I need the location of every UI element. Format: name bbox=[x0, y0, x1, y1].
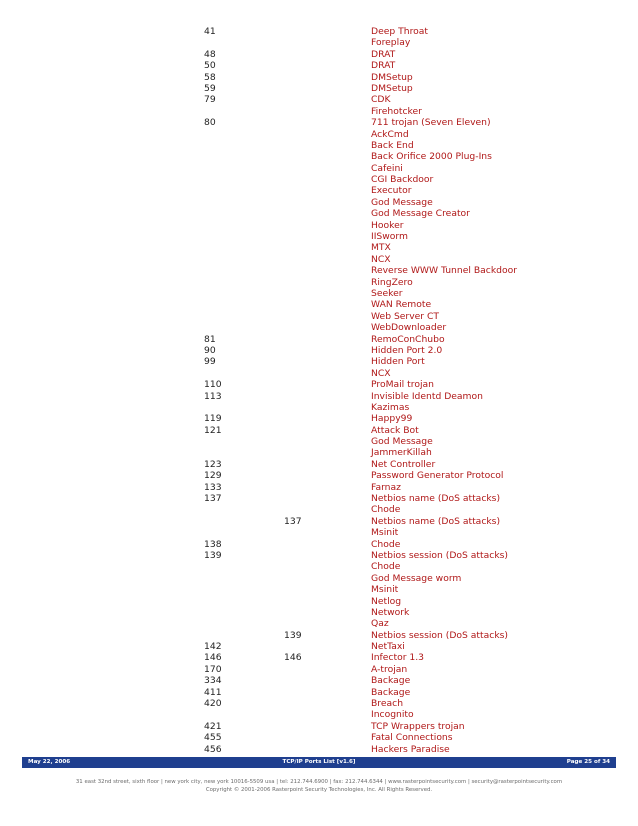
table-row bbox=[0, 174, 638, 185]
trojan-name: ProMail trojan bbox=[371, 379, 434, 391]
port-number: 50 bbox=[204, 60, 216, 72]
port-number: 170 bbox=[204, 663, 222, 675]
trojan-name: JammerKillah bbox=[371, 447, 432, 459]
trojan-name: Backage bbox=[371, 675, 411, 687]
port-number: 90 bbox=[204, 344, 216, 356]
table-row bbox=[0, 470, 638, 481]
trojan-name: Firehotcker bbox=[371, 105, 422, 117]
trojan-name: Executor bbox=[371, 185, 412, 197]
trojan-name: Qaz bbox=[371, 618, 389, 630]
port-number: 420 bbox=[204, 698, 222, 710]
table-row bbox=[0, 391, 638, 402]
footer-title: TCP/IP Ports List [v1.6] bbox=[282, 759, 356, 765]
footer-address: 31 east 32nd street, sixth floor | new york city, new york 10016-5509 usa | tel: 212.744.6900 | fax: 212.744.6344 | www.rasterpointsecurity.com | security@rasterpointsecurity.com bbox=[75, 779, 563, 785]
table-row bbox=[0, 60, 638, 71]
table-row bbox=[0, 117, 638, 128]
trojan-name: Farnaz bbox=[371, 481, 401, 493]
port-number: 146 bbox=[204, 652, 222, 664]
table-row bbox=[0, 254, 638, 265]
footer-copyright: Copyright © 2001-2006 Rasterpoint Security Technologies, Inc. All Rights Reserved. bbox=[205, 787, 433, 793]
table-row bbox=[0, 550, 638, 561]
trojan-name: DRAT bbox=[371, 60, 396, 72]
trojan-name: MTX bbox=[371, 242, 391, 254]
table-row bbox=[0, 687, 638, 698]
table-row bbox=[0, 379, 638, 390]
trojan-name: Reverse WWW Tunnel Backdoor bbox=[371, 265, 517, 277]
trojan-name: Cafeini bbox=[371, 162, 403, 174]
trojan-name: Web Server CT bbox=[371, 310, 440, 322]
table-row bbox=[0, 425, 638, 436]
trojan-name: Password Generator Protocol bbox=[371, 470, 504, 482]
table-row bbox=[0, 607, 638, 618]
trojan-name: Happy99 bbox=[371, 413, 413, 425]
table-row bbox=[0, 72, 638, 83]
table-row bbox=[0, 208, 638, 219]
table-row bbox=[0, 596, 638, 607]
table-row bbox=[0, 539, 638, 550]
footer-bar bbox=[22, 757, 616, 768]
trojan-name: Netbios session (DoS attacks) bbox=[371, 549, 509, 561]
table-row bbox=[0, 220, 638, 231]
table-row bbox=[0, 185, 638, 196]
table-row bbox=[0, 744, 638, 755]
port-number: 411 bbox=[204, 686, 222, 698]
table-row bbox=[0, 94, 638, 105]
trojan-name: Chode bbox=[371, 561, 401, 573]
table-row bbox=[0, 698, 638, 709]
table-row bbox=[0, 334, 638, 345]
table-row bbox=[0, 345, 638, 356]
table-row bbox=[0, 231, 638, 242]
trojan-name: Chode bbox=[371, 538, 401, 550]
table-row bbox=[0, 299, 638, 310]
port-number: 48 bbox=[204, 48, 216, 60]
table-row bbox=[0, 311, 638, 322]
port-number: 142 bbox=[204, 641, 222, 653]
table-row bbox=[0, 413, 638, 424]
trojan-name: A-trojan bbox=[371, 663, 408, 675]
table-row bbox=[0, 37, 638, 48]
port-number: 334 bbox=[204, 675, 222, 687]
trojan-name: Backage bbox=[371, 686, 411, 698]
table-row bbox=[0, 151, 638, 162]
table-row bbox=[0, 504, 638, 515]
trojan-name: God Message bbox=[371, 436, 433, 448]
trojan-name: Invisible Identd Deamon bbox=[371, 390, 483, 402]
table-row bbox=[0, 561, 638, 572]
table-row bbox=[0, 447, 638, 458]
table-row bbox=[0, 140, 638, 151]
port-number: 113 bbox=[204, 390, 222, 402]
trojan-name: God Message worm bbox=[371, 572, 462, 584]
udp-port-number: 139 bbox=[284, 629, 302, 641]
trojan-name: Deep Throat bbox=[371, 26, 428, 37]
port-number: 80 bbox=[204, 117, 216, 129]
trojan-name: Netlog bbox=[371, 595, 402, 607]
trojan-name: Infector 1.3 bbox=[371, 652, 425, 664]
table-row bbox=[0, 630, 638, 641]
trojan-name: WAN Remote bbox=[371, 299, 432, 311]
port-number: 81 bbox=[204, 333, 216, 345]
table-row bbox=[0, 26, 638, 37]
trojan-name: AckCmd bbox=[371, 128, 409, 140]
trojan-name: Msinit bbox=[371, 527, 399, 539]
port-number: 58 bbox=[204, 71, 216, 83]
table-row bbox=[0, 368, 638, 379]
table-row bbox=[0, 573, 638, 584]
trojan-name: Fatal Connections bbox=[371, 732, 453, 744]
trojan-name: Msinit bbox=[371, 584, 399, 596]
trojan-name: Back Orifice 2000 Plug-Ins bbox=[371, 151, 492, 163]
table-row bbox=[0, 618, 638, 629]
trojan-name: Net Controller bbox=[371, 458, 436, 470]
udp-port-number: 146 bbox=[284, 652, 302, 664]
port-number: 456 bbox=[204, 743, 222, 755]
table-row bbox=[0, 641, 638, 652]
table-row bbox=[0, 709, 638, 720]
table-row bbox=[0, 584, 638, 595]
table-row bbox=[0, 493, 638, 504]
trojan-name: 711 trojan (Seven Eleven) bbox=[371, 117, 491, 129]
trojan-name: NCX bbox=[371, 253, 391, 265]
trojan-name: CDK bbox=[371, 94, 391, 106]
table-row bbox=[0, 242, 638, 253]
port-number: 138 bbox=[204, 538, 222, 550]
table-row bbox=[0, 265, 638, 276]
port-number: 129 bbox=[204, 470, 222, 482]
trojan-name: DMSetup bbox=[371, 71, 413, 83]
table-row bbox=[0, 402, 638, 413]
table-row bbox=[0, 664, 638, 675]
trojan-name: Foreplay bbox=[371, 37, 411, 49]
trojan-name: Netbios name (DoS attacks) bbox=[371, 493, 501, 505]
trojan-name: Incognito bbox=[371, 709, 414, 721]
trojan-name: Attack Bot bbox=[371, 424, 419, 436]
table-row bbox=[0, 356, 638, 367]
trojan-name: God Message bbox=[371, 196, 433, 208]
port-number: 137 bbox=[204, 493, 222, 505]
trojan-name: Hackers Paradise bbox=[371, 743, 450, 755]
trojan-name: Hidden Port bbox=[371, 356, 425, 368]
port-number: 123 bbox=[204, 458, 222, 470]
port-number: 121 bbox=[204, 424, 222, 436]
trojan-name: Breach bbox=[371, 698, 404, 710]
trojan-name: Kazimas bbox=[371, 401, 410, 413]
port-number: 133 bbox=[204, 481, 222, 493]
trojan-name: Chode bbox=[371, 504, 401, 516]
table-row bbox=[0, 277, 638, 288]
table-row bbox=[0, 163, 638, 174]
table-row bbox=[0, 459, 638, 470]
ports-table bbox=[0, 26, 638, 755]
trojan-name: NetTaxi bbox=[371, 641, 405, 653]
table-row bbox=[0, 322, 638, 333]
trojan-name: DRAT bbox=[371, 48, 396, 60]
table-row bbox=[0, 675, 638, 686]
port-number: 59 bbox=[204, 82, 216, 94]
port-number: 421 bbox=[204, 720, 222, 732]
table-row bbox=[0, 732, 638, 743]
trojan-name: NCX bbox=[371, 367, 391, 379]
port-number: 79 bbox=[204, 94, 216, 106]
port-number: 99 bbox=[204, 356, 216, 368]
table-row bbox=[0, 288, 638, 299]
trojan-name: IISworm bbox=[371, 231, 408, 243]
trojan-name: Netbios session (DoS attacks) bbox=[371, 629, 509, 641]
footer-date: May 22, 2006 bbox=[28, 759, 71, 765]
trojan-name: RingZero bbox=[371, 276, 413, 288]
table-row bbox=[0, 652, 638, 663]
trojan-name: CGI Backdoor bbox=[371, 174, 434, 186]
trojan-name: Network bbox=[371, 606, 410, 618]
trojan-name: RemoConChubo bbox=[371, 333, 445, 345]
udp-port-number: 137 bbox=[284, 515, 302, 527]
table-row bbox=[0, 721, 638, 732]
table-row bbox=[0, 527, 638, 538]
port-number: 119 bbox=[204, 413, 222, 425]
table-row bbox=[0, 83, 638, 94]
trojan-name: DMSetup bbox=[371, 82, 413, 94]
trojan-name: Hooker bbox=[371, 219, 404, 231]
trojan-name: Back End bbox=[371, 139, 414, 151]
table-row bbox=[0, 516, 638, 527]
port-number: 110 bbox=[204, 379, 222, 391]
table-row bbox=[0, 106, 638, 117]
trojan-name: God Message Creator bbox=[371, 208, 470, 220]
port-number: 455 bbox=[204, 732, 222, 744]
port-number: 139 bbox=[204, 549, 222, 561]
trojan-name: Hidden Port 2.0 bbox=[371, 344, 443, 356]
trojan-name: Netbios name (DoS attacks) bbox=[371, 515, 501, 527]
table-row bbox=[0, 482, 638, 493]
table-row bbox=[0, 197, 638, 208]
table-row bbox=[0, 49, 638, 60]
trojan-name: WebDownloader bbox=[371, 322, 447, 334]
table-row bbox=[0, 436, 638, 447]
trojan-name: TCP Wrappers trojan bbox=[371, 720, 465, 732]
port-number: 41 bbox=[204, 26, 216, 37]
table-row bbox=[0, 129, 638, 140]
trojan-name: Seeker bbox=[371, 287, 403, 299]
footer-page-number: Page 25 of 34 bbox=[566, 759, 610, 765]
